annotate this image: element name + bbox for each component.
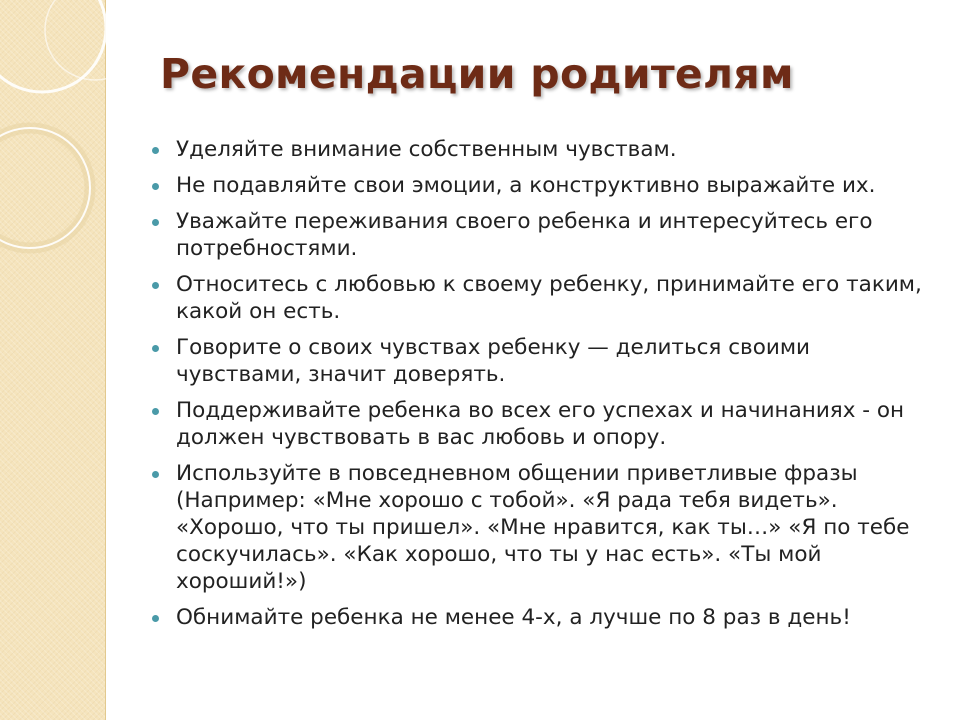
list-item: [150, 136, 925, 163]
list-item: [150, 460, 925, 595]
bullet-dot-icon: [152, 282, 159, 289]
list-item: [150, 172, 925, 199]
recommendations-list: [150, 136, 925, 640]
list-item: [150, 604, 925, 631]
list-item-text: Говорите о своих чувствах ребенку — делиться своими чувствами, значит доверять.: [176, 335, 811, 387]
list-item: [150, 271, 925, 325]
bullet-dot-icon: [152, 345, 159, 352]
list-item-text: Уделяйте внимание собственным чувствам.: [176, 137, 677, 162]
list-item: [150, 208, 925, 262]
slide-title: Рекомендации родителям: [160, 50, 794, 98]
list-item-text: Обнимайте ребенка не менее 4-х, а лучше по 8 раз в день!: [176, 605, 851, 630]
bullet-dot-icon: [152, 183, 159, 190]
bullet-dot-icon: [152, 408, 159, 415]
list-item-text: Уважайте переживания своего ребенка и интересуйтесь его потребностями.: [176, 209, 873, 261]
list-item-text: Поддерживайте ребенка во всех его успехах и начинаниях - он должен чувствовать в вас любовь и опору.: [176, 398, 905, 450]
bullet-dot-icon: [152, 615, 159, 622]
list-item-text: Используйте в повседневном общении приветливые фразы (Например: «Мне хорошо с тобой». «Я рада тебя видеть». «Хорошо, что ты пришел». «Мне нравится, как ты…» «Я по тебе соскучилась». «Как хорошо, что ты у нас есть». «Ты мой хороший!»): [176, 461, 910, 594]
list-item: [150, 397, 925, 451]
list-item: [150, 334, 925, 388]
bullet-dot-icon: [152, 471, 159, 478]
bullet-dot-icon: [152, 147, 159, 154]
list-item-text: Не подавляйте свои эмоции, а конструктивно выражайте их.: [176, 173, 876, 198]
list-item-text: Относитесь с любовью к своему ребенку, принимайте его таким, какой он есть.: [176, 272, 922, 324]
bullet-dot-icon: [152, 219, 159, 226]
